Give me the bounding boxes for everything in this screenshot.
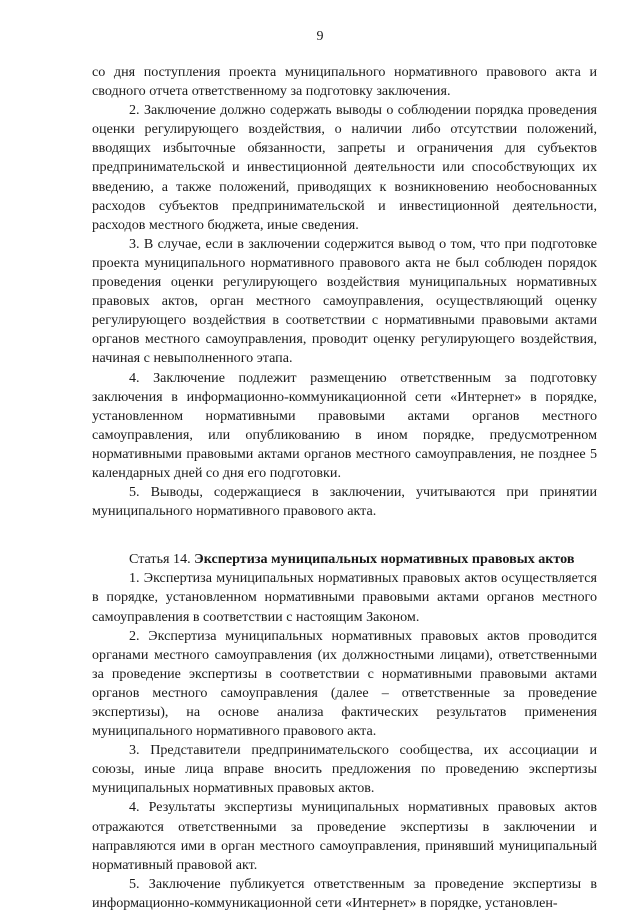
article-paragraph-5: 5. Заключение публикуется ответственным за проведение экспертизы в информационно-коммуникационной сети «Интернет» в порядке, установлен- [92, 875, 597, 911]
page-number: 9 [316, 29, 324, 44]
article-title: Экспертиза муниципальных нормативных правовых актов [194, 551, 575, 568]
article-paragraph-1: 1. Экспертиза муниципальных нормативных правовых актов осуществляется в порядке, установленном нормативными правовыми актами органов местного самоуправления в соответствии с настоящим Законом. [92, 570, 597, 625]
document-body [92, 63, 597, 913]
paragraph-item-4: 4. Заключение подлежит размещению ответственным за подготовку заключения в информационно-коммуникационной сети «Интернет» в порядке, установленном нормативными правовыми актами органов местного самоуправления, или опубликованию в ином порядке, предусмотренном нормативными правовыми актами органов местного самоуправления, не позднее 5 календарных дней со дня его подготовки. [92, 369, 597, 481]
article-prefix: Статья 14. [129, 551, 195, 568]
article-paragraph-4: 4. Результаты экспертизы муниципальных нормативных правовых актов отражаются ответственными за проведение экспертизы в заключении и направляются ими в орган местного самоуправления, принявший муниципальный нормативный правовой акт. [92, 799, 597, 873]
article-heading [92, 550, 597, 569]
paragraph-item-5: 5. Выводы, содержащиеся в заключении, учитываются при принятии муниципального нормативного правового акта. [92, 484, 597, 520]
paragraph-continuation: со дня поступления проекта муниципального нормативного правового акта и сводного отчета ответственному за подготовку заключения. [92, 64, 597, 100]
paragraph-item-2: 2. Заключение должно содержать выводы о соблюдении порядка проведения оценки регулирующего воздействия, о наличии либо отсутствии положений, вводящих избыточные обязанности, запреты и ограничения для субъектов предпринимательской и инвестиционной деятельности или способствующих их введению, а также положений, приводящих к возникновению необоснованных расходов субъектов предпринимательской и инвестиционной деятельности, расходов местного бюджета, иные сведения. [92, 102, 597, 233]
article-paragraph-3: 3. Представители предпринимательского сообщества, их ассоциации и союзы, иные лица вправе вносить предложения по проведению экспертизы муниципальных нормативных правовых актов. [92, 742, 597, 797]
article-paragraph-2: 2. Экспертиза муниципальных нормативных правовых актов проводится органами местного самоуправления (их должностными лицами), ответственными за проведение экспертизы в соответствии с нормативными правовыми актами органов местного самоуправления (далее – ответственные за проведение экспертизы), на основе анализа фактических результатов применения муниципального нормативного правового акта. [92, 627, 597, 740]
paragraph-item-3: 3. В случае, если в заключении содержится вывод о том, что при подготовке проекта муниципального нормативного правового акта не был соблюден порядок проведения оценки регулирующего воздействия муниципальных нормативных правовых актов, орган местного самоуправления, осуществляющий оценку регулирующего воздействия в соответствии с нормативными правовыми актами органов местного самоуправления, проводит оценку регулирующего воздействия, начиная с невыполненного этапа. [92, 235, 597, 367]
